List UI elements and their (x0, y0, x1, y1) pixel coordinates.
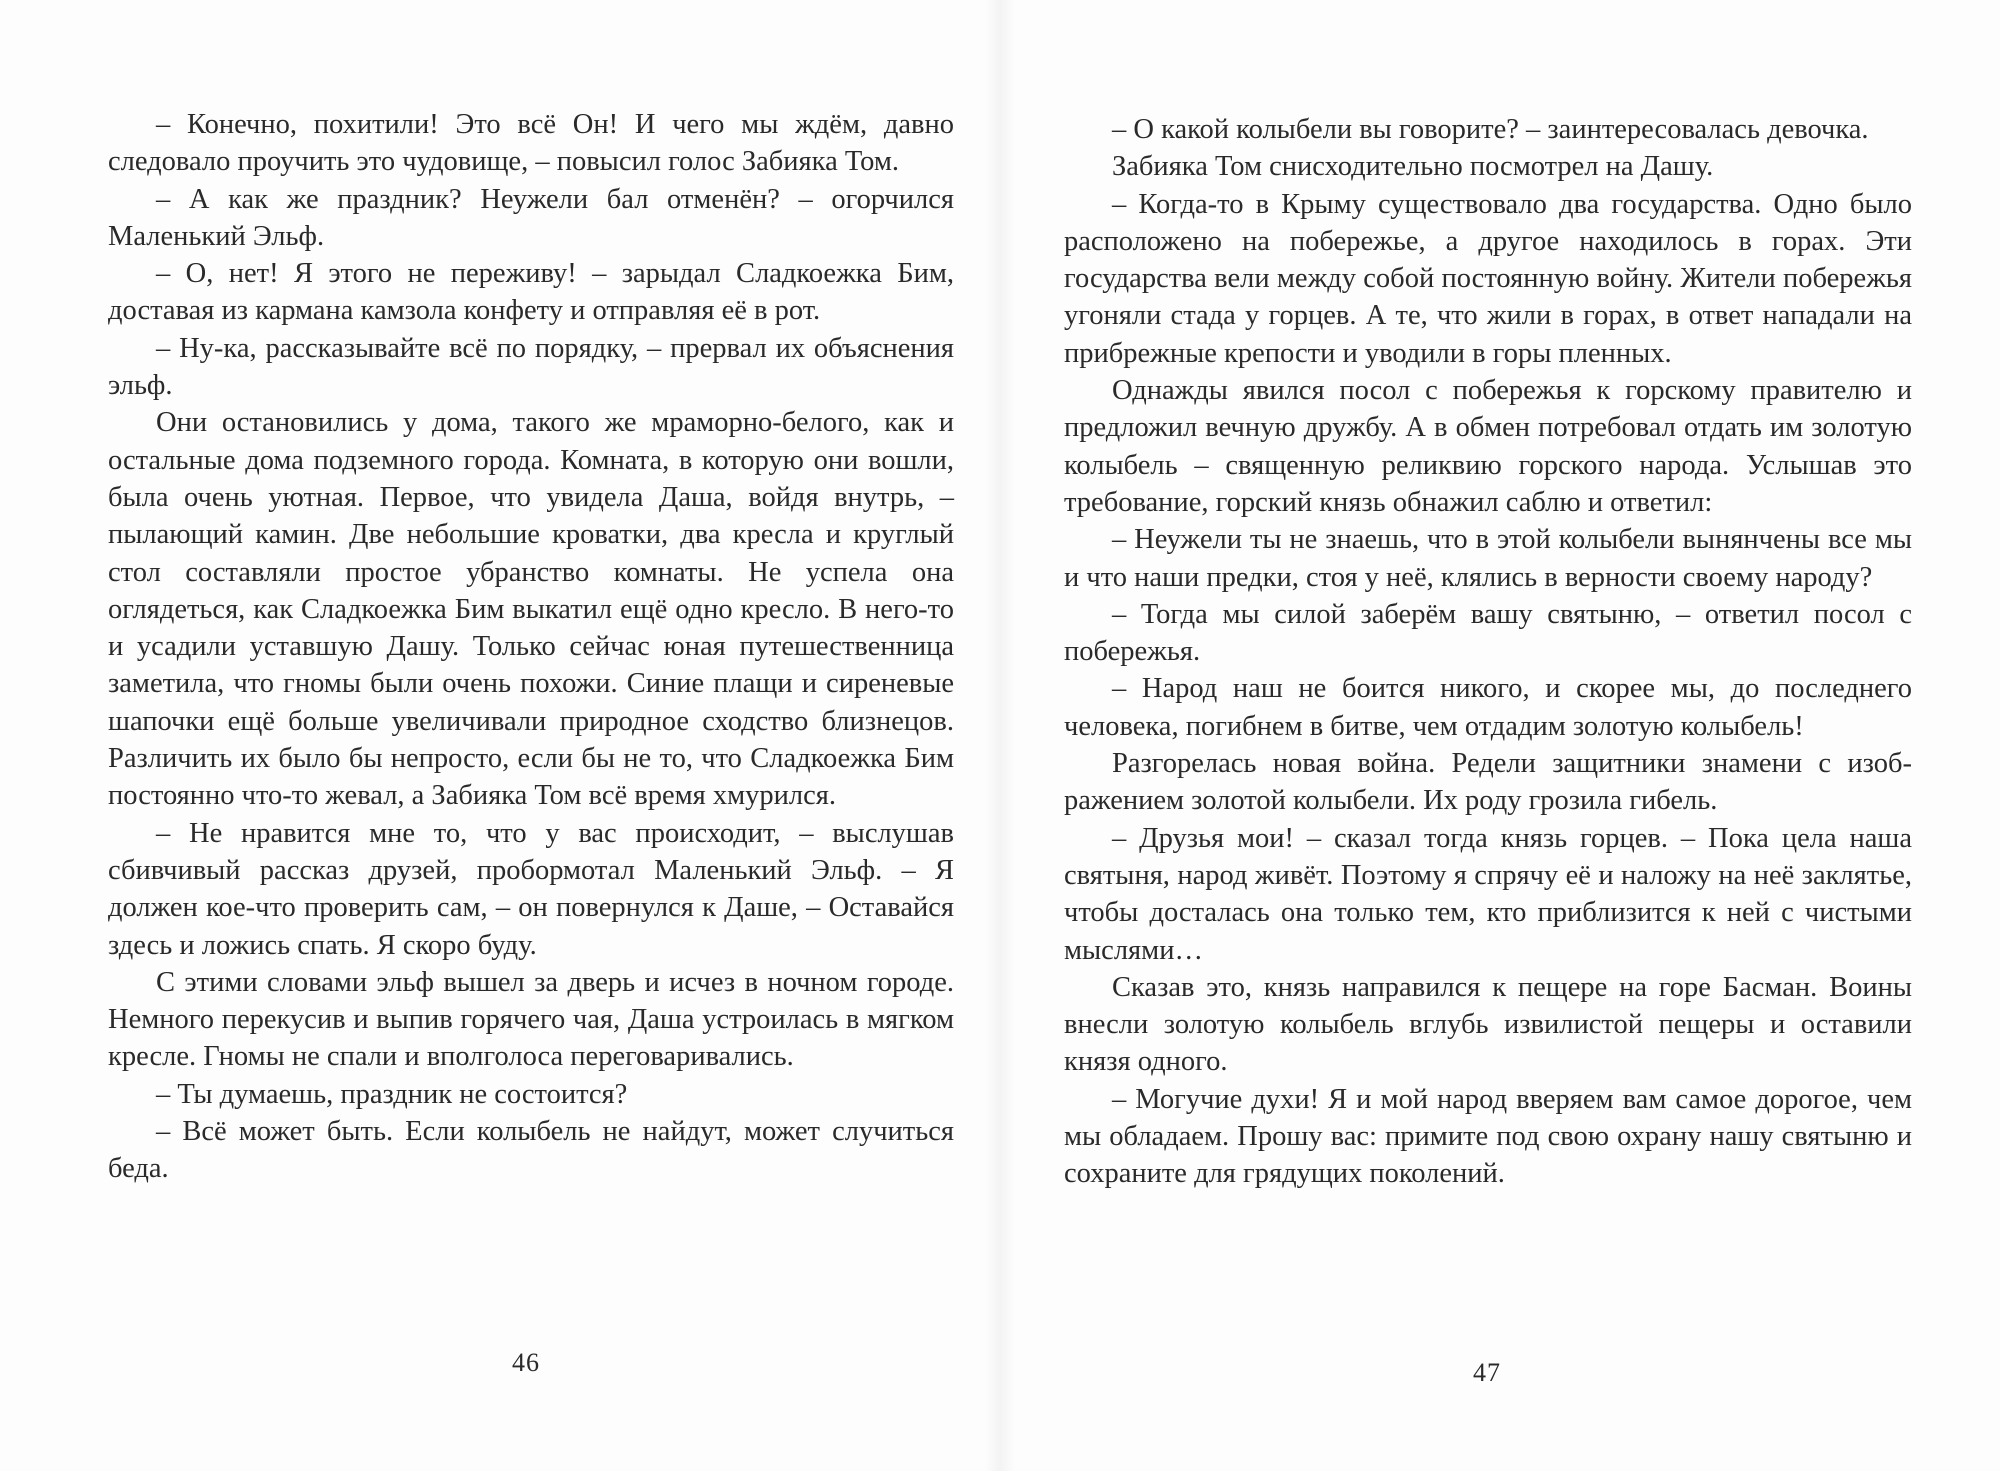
paragraph: Разгорелась новая война. Редели защитники знамени с изображением золотой колыбели. Их роду грозила гибель. (1064, 748, 1912, 817)
paragraph: – Неужели ты не знаешь, что в этой колыбели вынянчены все мы и что наши предки, стоя у неё, клялись в верности своему народу? (1064, 524, 1912, 593)
paragraph: Они остановились у дома, такого же мраморно-белого, как и остальные дома подземного города. Комната, в которую они вошли, была очень уютная. Первое, что увидела Даша, войдя внутрь, – пылающий камин. Две небольшие кроватки, два кресла и круглый стол составляли простое убранство комнаты. Не успела она оглядеться, как Сладкоежка Бим выкатил ещё одно кресло. В него-то и усадили уставшую Дашу. Только сейчас юная путешественница заметила, что гномы были очень похожи. Синие плащи и сиреневые шапочки ещё больше увеличивали природное сходство близнецов. Различить их было бы непросто, если бы не то, что Сладкоежка Бим постоянно что-то жевал, а Забияка Том всё время хмурился. (108, 407, 954, 812)
paragraph: – О какой колыбели вы говорите? – заинтересовалась девочка. (1112, 114, 1869, 145)
paragraph: – Ты думаешь, праздник не состоится? (156, 1078, 628, 1110)
paragraph: – О, нет! Я этого не переживу! – зарыдал Сладкоежка Бим, доставая из кармана камзола конфету и отправляя её в рот. (108, 258, 954, 327)
paragraph: – Могучие духи! Я и мой народ вверяем вам самое дорогое, чем мы обладаем. Прошу вас: примите под свою охрану нашу святыню и сохраните для грядущих поколений. (1064, 1083, 1912, 1190)
paragraph: – Конечно, похитили! Это всё Он! И чего мы ждём, давно следовало проучить это чудовище, – повысил голос Забияка Том. (108, 109, 954, 178)
paragraph: – А как же праздник? Неужели бал отменён? – огорчился Маленький Эльф. (108, 183, 954, 252)
paragraph: С этими словами эльф вышел за дверь и исчез в ночном городе. Немного перекусив и выпив горячего чая, Даша устроилась в мягком кресле. Гномы не спали и вполголоса переговаривались. (108, 966, 954, 1073)
page-right-text (1064, 111, 1912, 1193)
paragraph: – Тогда мы силой заберём вашу святыню, – ответил посол с побережья. (1064, 598, 1912, 668)
page-right (1000, 0, 2000, 1471)
page-number-right: 47 (1473, 1358, 1501, 1387)
page-left-text (108, 106, 954, 1188)
paragraph: – Не нравится мне то, что у вас происходит, – выслушав сбивчивый рассказ друзей, пробормотал Маленький Эльф. – Я должен кое-что проверить сам, – он повернулся к Даше, – Оставайся здесь и ложись спать. Я скоро буду. (108, 817, 954, 961)
paragraph: Однажды явился посол с побережья к горскому правителю и предложил вечную дружбу. А в обмен потребовал отдать им золотую колыбель – священную реликвию горского народа. Услышав это требование, горский князь обнажил саблю и ответил: (1064, 375, 1912, 518)
page-number-left: 46 (512, 1348, 540, 1377)
paragraph: – Ну-ка, рассказывайте всё по порядку, – прервал их объяснения эльф. (108, 332, 954, 402)
paragraph: Сказав это, князь направился к пещере на горе Басман. Воины внесли золотую колыбель вглубь извилистой пещеры и оставили князя одного. (1064, 971, 1912, 1078)
paragraph: Забияка Том снисходительно посмотрел на Дашу. (1112, 151, 1714, 183)
paragraph: – Друзья мои! – сказал тогда князь горцев. – Пока цела наша святыня, народ живёт. Поэтому я спрячу её и наложу на неё заклятье, чтобы досталась она только тем, кто приблизится к ней с чистыми мыслями… (1064, 822, 1912, 966)
paragraph: – Всё может быть. Если колыбель не найдут, может случиться беда. (108, 1116, 954, 1185)
paragraph: – Народ наш не боится никого, и скорее мы, до последнего человека, погибнем в битве, чем отдадим золотую колыбель! (1064, 673, 1912, 742)
paragraph: – Когда-то в Крыму существовало два государства. Одно было расположено на побережье, а другое находилось в горах. Эти государства вели между собой постоянную войну. Жители побережья угоняли стада у горцев. А те, что жили в горах, в ответ нападали на прибрежные крепости и уводили в горы пленных. (1064, 188, 1912, 369)
